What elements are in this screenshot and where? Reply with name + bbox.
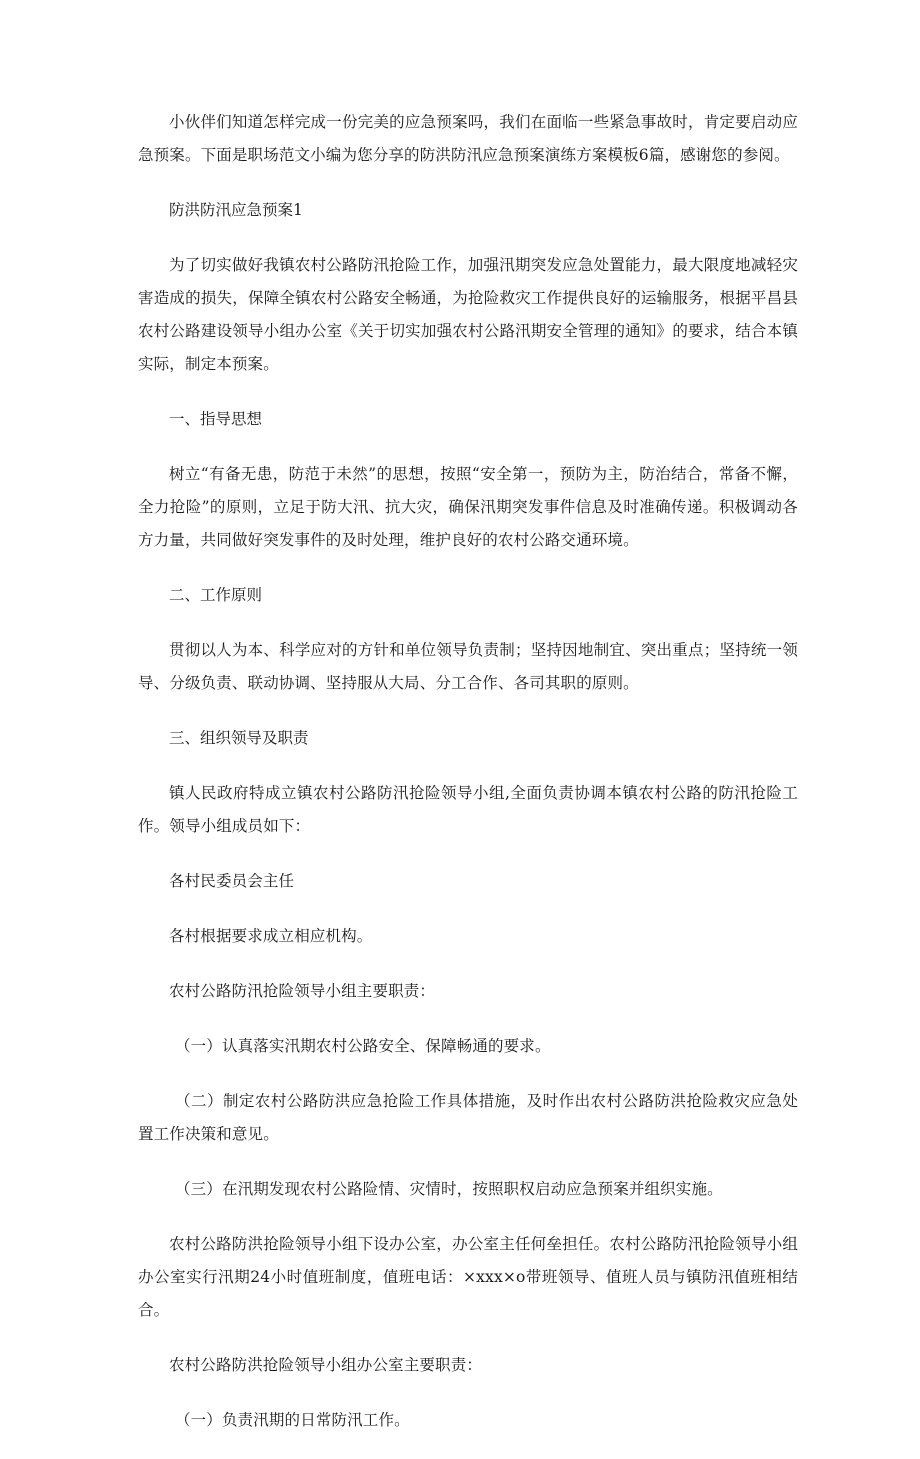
purpose-paragraph: 为了切实做好我镇农村公路防汛抢险工作，加强汛期突发应急处置能力，最大限度地减轻灾害造成的损失，保障全镇农村公路安全畅通，为抢险救灾工作提供良好的运输服务，根据平昌县农村公路建设领导小组办公室《关于切实加强农村公路汛期安全管理的通知》的要求，结合本镇实际，制定本预案。 xyxy=(138,256,798,373)
heading-work-principles: 二、工作原则 xyxy=(169,586,263,604)
duties-heading-paragraph: 农村公路防汛抢险领导小组主要职责： xyxy=(169,982,436,1000)
organization-paragraph: 镇人民政府特成立镇农村公路防汛抢险领导小组,全面负责协调本镇农村公路的防汛抢险工作。领导小组成员如下： xyxy=(138,784,798,835)
guiding-ideology-paragraph: 树立“有备无患，防范于未然”的思想，按照“安全第一，预防为主，防治结合，常备不懈，全力抢险”的原则，立足于防大汛、抗大灾，确保汛期突发事件信息及时准确传递。积极调动各方力量，共同做好突发事件的及时处理，维护良好的农村公路交通环境。 xyxy=(138,465,798,549)
section-title: 防洪防汛应急预案1 xyxy=(169,201,303,219)
office-duty-item-1: （一）负责汛期的日常防汛工作。 xyxy=(175,1411,410,1429)
office-duties-heading: 农村公路防洪抢险领导小组办公室主要职责： xyxy=(169,1356,483,1374)
village-paragraph: 各村根据要求成立相应机构。 xyxy=(169,927,373,945)
duty-item-3: （三）在汛期发现农村公路险情、灾情时，按照职权启动应急预案并组织实施。 xyxy=(175,1180,723,1198)
duty-item-2: （二）制定农村公路防洪应急抢险工作具体措施，及时作出农村公路防洪抢险救灾应急处置工作决策和意见。 xyxy=(138,1092,798,1143)
office-paragraph: 农村公路防洪抢险领导小组下设办公室，办公室主任何垒担任。农村公路防汛抢险领导小组办公室实行汛期24小时值班制度，值班电话：×xxx×o带班领导、值班人员与镇防汛值班相结合。 xyxy=(138,1235,798,1319)
intro-paragraph: 小伙伴们知道怎样完成一份完美的应急预案吗，我们在面临一些紧急事故时，肯定要启动应急预案。下面是职场范文小编为您分享的防洪防汛应急预案演练方案模板6篇，感谢您的参阅。 xyxy=(138,113,798,164)
document-body xyxy=(138,106,798,1459)
heading-guiding-ideology: 一、指导思想 xyxy=(169,410,263,428)
work-principles-paragraph: 贯彻以人为本、科学应对的方针和单位领导负责制；坚持因地制宜、突出重点；坚持统一领导、分级负责、联动协调、坚持服从大局、分工合作、各司其职的原则。 xyxy=(138,641,798,692)
duty-item-1: （一）认真落实汛期农村公路安全、保障畅通的要求。 xyxy=(175,1037,551,1055)
members-paragraph: 各村民委员会主任 xyxy=(169,872,295,890)
heading-organization: 三、组织领导及职责 xyxy=(169,729,309,747)
